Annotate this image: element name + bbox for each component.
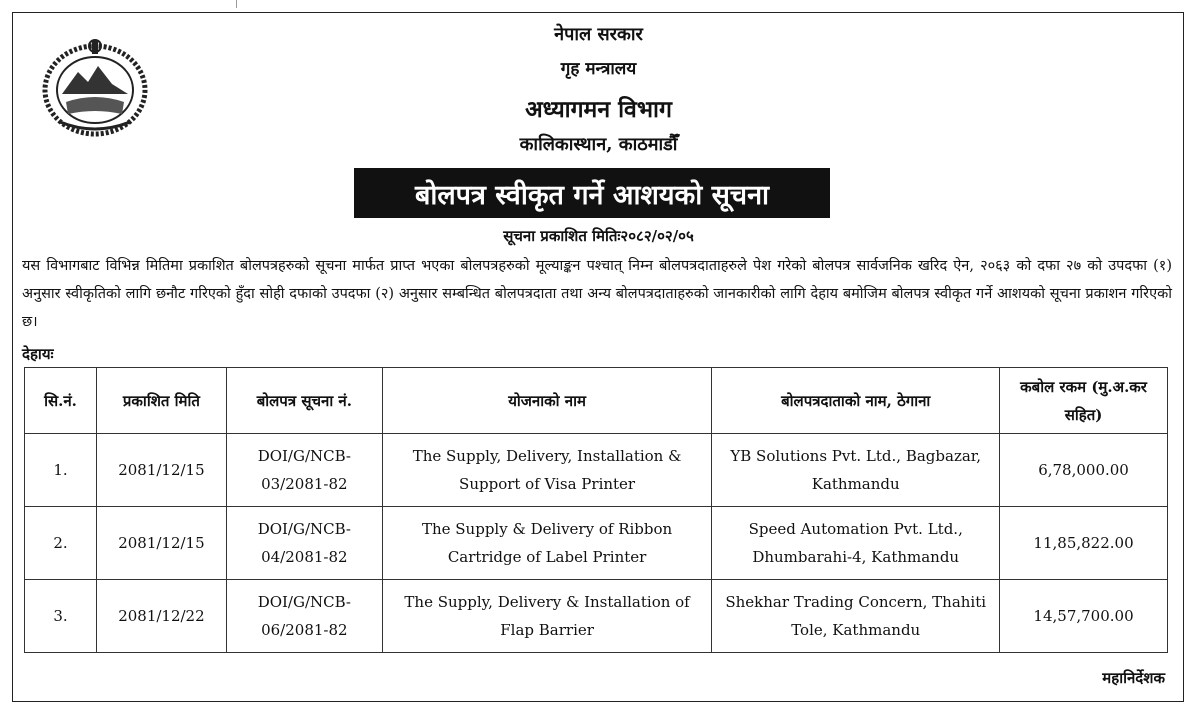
notice-title: बोलपत्र स्वीकृत गर्ने आशयको सूचना [354,168,830,218]
header-address: कालिकास्थान, काठमाडौँ [519,134,678,155]
col-header-bidder: बोलपत्रदाताको नाम, ठेगाना [712,368,1000,434]
col-header-published-date: प्रकाशित मिति [96,368,226,434]
col-header-notice-no: बोलपत्र सूचना नं. [226,368,382,434]
tender-table [24,367,1168,653]
table-row [25,580,1168,653]
published-date: सूचना प्रकाशित मितिः२०८२/०२/०५ [503,227,694,245]
cell-amount: 11,85,822.00 [1000,507,1168,580]
cell-notice-no: DOI/G/NCB-03/2081-82 [226,434,382,507]
cell-bidder: Shekhar Trading Concern, Thahiti Tole, Kathmandu [712,580,1000,653]
col-header-sn: सि.नं. [25,368,97,434]
cell-amount: 14,57,700.00 [1000,580,1168,653]
signature-title: महानिर्देशक [1102,669,1165,687]
notice-body-text: यस विभागबाट विभिन्न मितिमा प्रकाशित बोलपत्रहरुको सूचना मार्फत प्राप्त भएका बोलपत्रहरुको मूल्याङ्कन पश्चात् निम्न बोलपत्रदाताहरुले पेश गरेको बोलपत्र सार्वजनिक खरिद ऐन, २०६३ को दफा २७ को उपदफा (१) अनुसार स्वीकृतिको लागि छनौट गरिएको हुँदा सोही दफाको उपदफा (२) अनुसार सम्बन्धित बोलपत्रदाता तथा अन्य बोलपत्रदाताहरुको जानकारीको लागि देहाय बमोजिम बोलपत्र स्वीकृत गर्ने आशयको सूचना प्रकाशन गरिएको छ। [22,258,1172,330]
cell-amount: 6,78,000.00 [1000,434,1168,507]
cell-sn: 1. [25,434,97,507]
dehay-label: देहायः [22,345,54,363]
cell-date: 2081/12/15 [96,507,226,580]
top-divider-mark [236,0,237,8]
header-government: नेपाल सरकार [554,24,643,45]
cell-date: 2081/12/22 [96,580,226,653]
cell-project: The Supply, Delivery, Installation & Support of Visa Printer [382,434,712,507]
cell-bidder: Speed Automation Pvt. Ltd., Dhumbarahi-4, Kathmandu [712,507,1000,580]
header-ministry: गृह मन्त्रालय [560,59,637,79]
col-header-project-name: योजनाको नाम [382,368,712,434]
nepal-government-emblem-icon [36,36,154,140]
cell-sn: 3. [25,580,97,653]
header-department: अध्यागमन विभाग [525,96,672,123]
cell-project: The Supply, Delivery & Installation of Flap Barrier [382,580,712,653]
cell-bidder: YB Solutions Pvt. Ltd., Bagbazar, Kathmandu [712,434,1000,507]
cell-notice-no: DOI/G/NCB-04/2081-82 [226,507,382,580]
table-row [25,507,1168,580]
table-row [25,434,1168,507]
cell-project: The Supply & Delivery of Ribbon Cartridge of Label Printer [382,507,712,580]
table-header-row [25,368,1168,434]
col-header-amount: कबोल रकम (मु.अ.कर सहित) [1000,368,1168,434]
cell-notice-no: DOI/G/NCB-06/2081-82 [226,580,382,653]
cell-sn: 2. [25,507,97,580]
cell-date: 2081/12/15 [96,434,226,507]
